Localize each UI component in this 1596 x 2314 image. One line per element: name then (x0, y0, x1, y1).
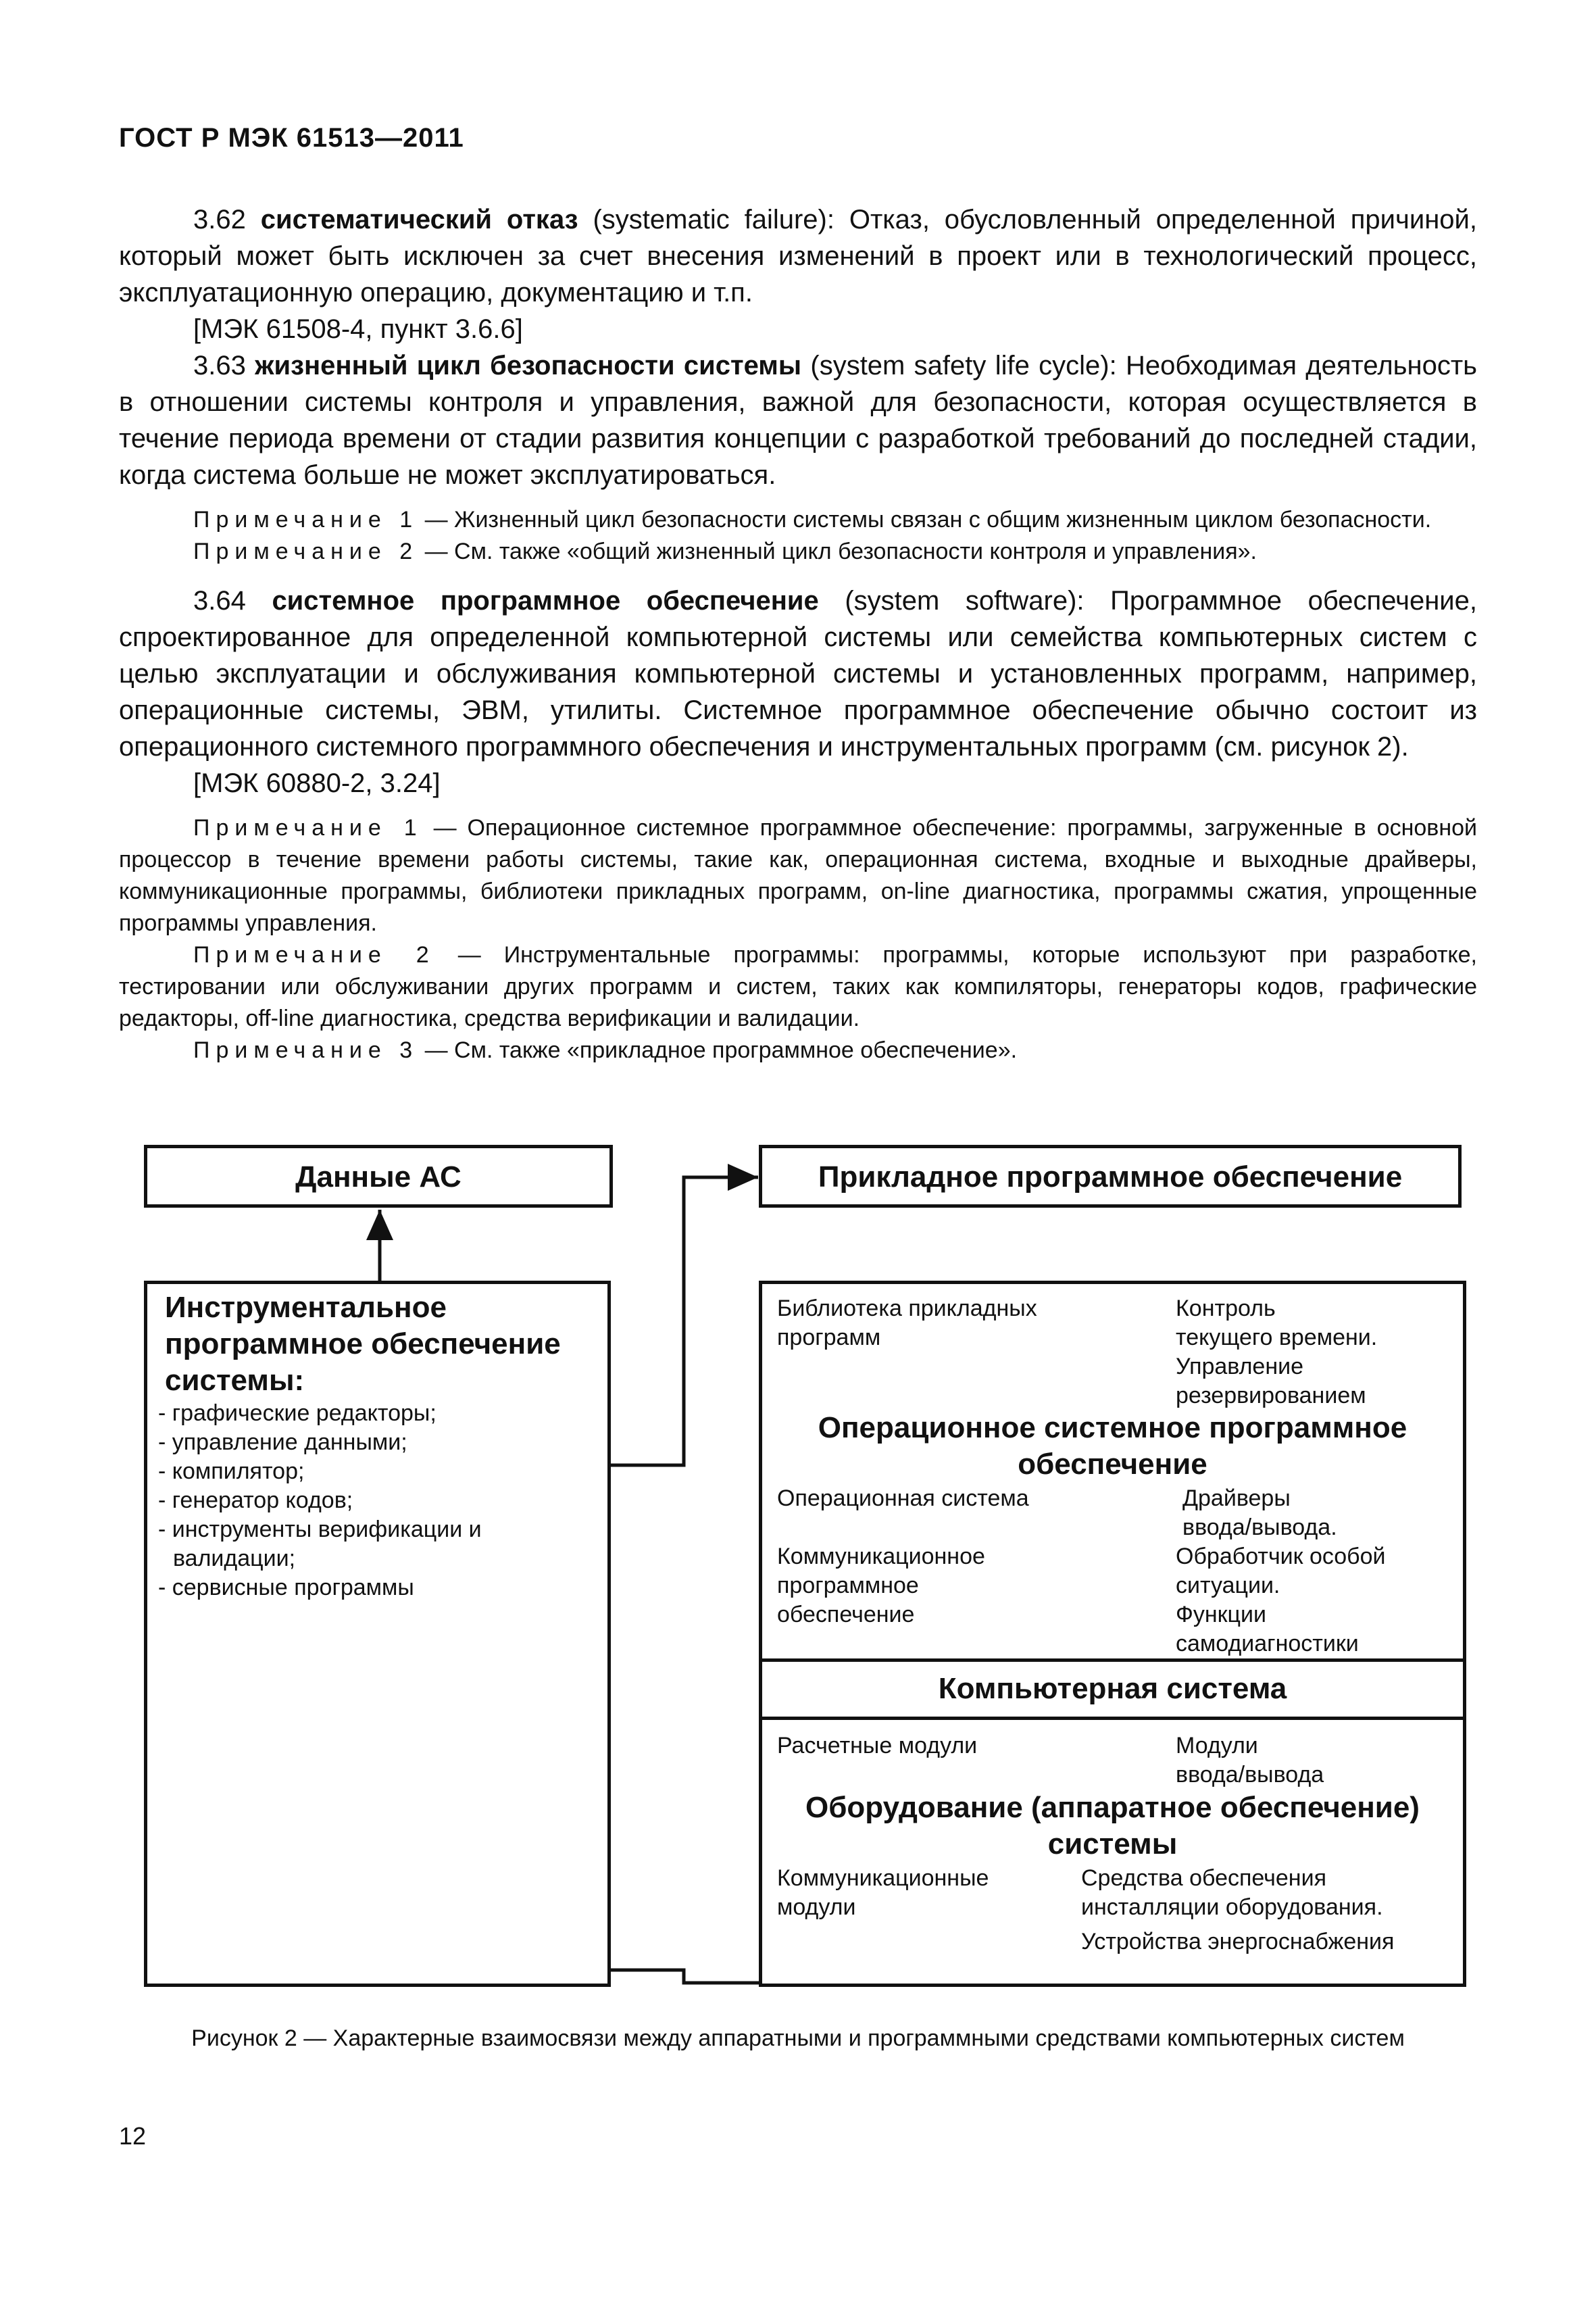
tools-title-line: системы: (165, 1364, 305, 1397)
note (119, 1035, 1477, 1066)
note-label: Примечание 2 (193, 539, 419, 564)
tools-list (158, 1399, 482, 1602)
note-text: — См. также «прикладное программное обеспечение». (418, 1037, 1018, 1063)
note-label: Примечание 2 (193, 942, 435, 968)
hw-calc-label: Расчетные модули (777, 1733, 978, 1758)
text-line: Библиотека прикладных (777, 1296, 1037, 1321)
page-number: 12 (119, 2122, 147, 2150)
hw-install-label (1081, 1864, 1383, 1922)
note (119, 536, 1477, 568)
connector-tools-hw (607, 1970, 761, 1983)
text-line: Драйверы (1182, 1485, 1291, 1511)
text-line: Контроль (1176, 1296, 1276, 1321)
text-line: Операционное системное программное (818, 1411, 1407, 1444)
body-text (119, 201, 1477, 1066)
divider (759, 1658, 1466, 1662)
list-item: - сервисные программы (158, 1575, 414, 1600)
term-3-64 (119, 583, 1477, 765)
term-definition: (systematic failure): Отказ, обусловленный определенной причиной, который может быть исключен за счет внесения изменений в проект или в технологический процесс, эксплуатационную операцию, документацию и т.п. (119, 205, 1477, 307)
term-name: системное программное обеспечение (272, 586, 819, 616)
figure-caption: Рисунок 2 — Характерные взаимосвязи между аппаратными и программными средствами компьютерных систем (191, 2025, 1405, 2051)
list-item: валидации; (173, 1546, 296, 1571)
text-line: Функции (1176, 1602, 1266, 1627)
note (119, 504, 1477, 536)
term-3-63 (119, 347, 1477, 493)
list-item: - компилятор; (158, 1458, 305, 1484)
term-number: 3.62 (193, 205, 246, 235)
note-label: Примечание 1 (193, 815, 423, 841)
text-line: ситуации. (1176, 1573, 1280, 1598)
hw-comm-label (777, 1864, 989, 1922)
term-3-62 (119, 201, 1477, 311)
data-as-box (144, 1145, 613, 1208)
note-text: — Жизненный цикл безопасности системы связан с общим жизненным циклом безопасности. (418, 507, 1432, 533)
note-text: — См. также «общий жизненный цикл безопасности контроля и управления». (418, 539, 1257, 564)
text-line: программ (777, 1325, 881, 1350)
text-line: модули (777, 1894, 856, 1920)
note-text: — Инструментальные программы: программы, которые используют при разработке, тестировании или обслуживании других программ и систем, таких как компиляторы, генераторы кодов, графические редакторы, off-line диагностика, средства верификации и валидации. (119, 942, 1477, 1031)
text-line: программное (777, 1573, 919, 1598)
tools-title-line: программное обеспечение (165, 1327, 561, 1360)
hw-power-label: Устройства энергоснабжения (1081, 1929, 1395, 1954)
text-line: Модули (1176, 1733, 1258, 1758)
os-drivers-label (1182, 1484, 1337, 1542)
list-item: - инструменты верификации и (158, 1517, 482, 1542)
note (119, 812, 1477, 939)
text-line: ввода/вывода (1176, 1762, 1324, 1788)
data-as-label: Данные АС (295, 1160, 462, 1193)
text-line: системы (1047, 1827, 1178, 1861)
hw-io-label (1176, 1731, 1324, 1790)
text-line: Коммуникационное (777, 1544, 985, 1569)
computer-system-label: Компьютерная система (938, 1672, 1287, 1705)
note-label: Примечание 1 (193, 507, 419, 533)
term-number: 3.64 (193, 586, 246, 616)
term-number: 3.63 (193, 351, 246, 380)
text-line: Управление (1176, 1354, 1304, 1379)
term-name: систематический отказ (260, 205, 578, 235)
hw-title (759, 1790, 1466, 1863)
divider (759, 1717, 1466, 1720)
app-software-label: Прикладное программное обеспечение (818, 1160, 1403, 1193)
text-line: Средства обеспечения (1081, 1865, 1326, 1891)
text-line: резервированием (1176, 1383, 1366, 1408)
note-label: Примечание 3 (193, 1037, 419, 1063)
term-reference: [МЭК 60880-2, 3.24] (193, 768, 441, 798)
app-software-box (759, 1145, 1462, 1208)
document-header: ГОСТ Р МЭК 61513—2011 (119, 123, 464, 153)
arrow-to-app-sw (608, 1177, 758, 1465)
list-item: - генератор кодов; (158, 1487, 353, 1513)
os-opsys-label: Операционная система (777, 1485, 1029, 1511)
text-line: ввода/вывода. (1182, 1515, 1337, 1540)
term-definition: (system safety life cycle): Необходимая деятельность в отношении системы контроля и управления, важной для безопасности, которая осуществляется в течение периода времени от стадии развития концепции с разработкой требований до последней стадии, когда система больше не может эксплуатироваться. (119, 351, 1477, 490)
note-text: — Операционное системное программное обеспечение: программы, загруженные в основной процессор в течение времени работы системы, такие как, операционная система, входные и выходные драйверы, коммуникационные программы, библиотеки прикладных программ, on-line диагностика, программы сжатия, упрощенные программы управления. (119, 815, 1477, 936)
os-comm-label (777, 1542, 985, 1629)
text-line: Обработчик особой (1176, 1544, 1386, 1569)
os-library-label (777, 1294, 1037, 1352)
text-line: обеспечение (777, 1602, 915, 1627)
text-line: инсталляции оборудования. (1081, 1894, 1383, 1920)
text-line: Коммуникационные (777, 1865, 989, 1891)
list-item: - графические редакторы; (158, 1400, 437, 1426)
text-line: самодиагностики (1176, 1631, 1359, 1656)
text-line: обеспечение (1018, 1448, 1207, 1481)
tools-title-line: Инструментальное (165, 1291, 447, 1324)
term-name: жизненный цикл безопасности системы (255, 351, 802, 380)
tools-title (165, 1289, 561, 1399)
note (119, 939, 1477, 1035)
os-title (759, 1410, 1466, 1483)
text-line: текущего времени. (1176, 1325, 1378, 1350)
text-line: Оборудование (аппаратное обеспечение) (805, 1791, 1420, 1824)
os-exception-label (1176, 1542, 1386, 1658)
os-control-label (1176, 1294, 1377, 1410)
term-reference: [МЭК 61508-4, пункт 3.6.6] (193, 314, 523, 344)
list-item: - управление данными; (158, 1429, 407, 1455)
term-definition: (system software): Программное обеспечение, спроектированное для определенной компьютерной системы или семейства компьютерных систем с целью эксплуатации и обслуживания компьютерной системы и установленных программ, например, операционные системы, ЭВМ, утилиты. Системное программное обеспечение обычно состоит из операционного системного программного обеспечения и инструментальных программ (см. рисунок 2). (119, 586, 1477, 762)
